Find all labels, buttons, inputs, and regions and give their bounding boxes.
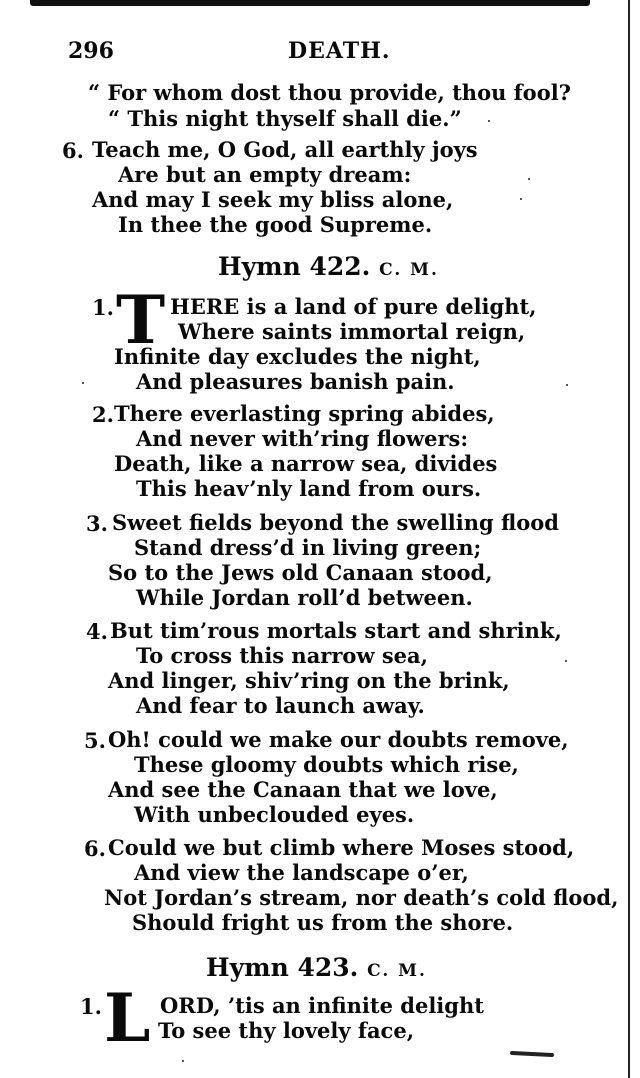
verse-line: Sweet fields beyond the swelling flood <box>112 510 559 535</box>
verse-line: Are but an empty dream: <box>118 162 412 187</box>
verse-line: So to the Jews old Canaan stood, <box>108 560 493 585</box>
verse-number: 4. <box>86 619 108 644</box>
ink-speck <box>82 382 84 384</box>
verse-line: And never with’ring flowers: <box>136 426 469 451</box>
verse-line: These gloomy doubts which rise, <box>134 752 519 777</box>
verse-line: Should fright us from the shore. <box>132 910 514 935</box>
ink-mark <box>510 1051 554 1057</box>
ink-speck <box>182 1060 184 1062</box>
verse-line: And view the landscape o’er, <box>134 860 469 885</box>
verse-line: This heav’nly land from ours. <box>136 476 482 501</box>
verse-line: HERE is a land of pure delight, <box>170 294 537 319</box>
verse-line: Stand dress’d in living green; <box>134 535 482 560</box>
verse-line: And see the Canaan that we love, <box>108 777 498 802</box>
verse-line: There everlasting spring abides, <box>114 401 495 426</box>
page-edge <box>628 0 630 1078</box>
verse-line: Infinite day excludes the night, <box>114 344 481 369</box>
verse-line: Could we but climb where Moses stood, <box>108 835 575 860</box>
hymn-title <box>218 252 439 281</box>
verse-line: Death, like a narrow sea, divides <box>114 451 498 476</box>
verse-line: And pleasures banish pain. <box>136 369 455 394</box>
running-head: DEATH. <box>288 38 391 64</box>
verse-number: 6. <box>84 836 106 861</box>
verse-number: 1. <box>92 295 114 320</box>
ink-speck <box>488 120 490 122</box>
verse-line: With unbeclouded eyes. <box>134 802 415 827</box>
page-header <box>68 38 588 68</box>
ink-speck <box>565 660 567 662</box>
drop-cap: L <box>104 979 151 1057</box>
hymn-number: Hymn 423. <box>206 953 359 982</box>
hymn-title <box>206 953 427 982</box>
verse-number: 5. <box>84 728 106 753</box>
verse-line: But tim’rous mortals start and shrink, <box>110 618 562 643</box>
verse-line: To see thy lovely face, <box>158 1018 415 1043</box>
hymn-meter: C. M. <box>367 961 427 981</box>
verse-line: “ For whom dost thou provide, thou fool? <box>88 80 571 105</box>
verse-line: Not Jordan’s stream, nor death’s cold flood, <box>104 885 619 910</box>
verse-line: To cross this narrow sea, <box>136 643 428 668</box>
verse-number: 3. <box>86 511 108 536</box>
verse-number: 1. <box>80 994 102 1019</box>
verse-line: ORD, ’tis an infinite delight <box>160 993 484 1018</box>
verse-line: “ This night thyself shall die.” <box>108 106 462 131</box>
top-rule <box>30 0 590 6</box>
verse-line: And may I seek my bliss alone, <box>92 187 454 212</box>
verse-line: Where saints immortal reign, <box>178 319 526 344</box>
ink-speck <box>566 384 568 386</box>
hymn-number: Hymn 422. <box>218 252 371 281</box>
verse-line: While Jordan roll’d between. <box>136 585 473 610</box>
verse-line: In thee the good Supreme. <box>118 212 433 237</box>
verse-number: 2. <box>92 402 114 427</box>
hymn-meter: C. M. <box>379 260 439 280</box>
verse-number: 6. <box>62 138 84 163</box>
ink-speck <box>520 198 522 200</box>
drop-cap: T <box>116 281 166 359</box>
verse-line: And linger, shiv’ring on the brink, <box>108 668 510 693</box>
ink-speck <box>528 178 530 180</box>
page-number: 296 <box>68 38 114 64</box>
verse-line: Teach me, O God, all earthly joys <box>92 137 478 162</box>
verse-line: Oh! could we make our doubts remove, <box>108 727 569 752</box>
verse-line: And fear to launch away. <box>136 693 425 718</box>
